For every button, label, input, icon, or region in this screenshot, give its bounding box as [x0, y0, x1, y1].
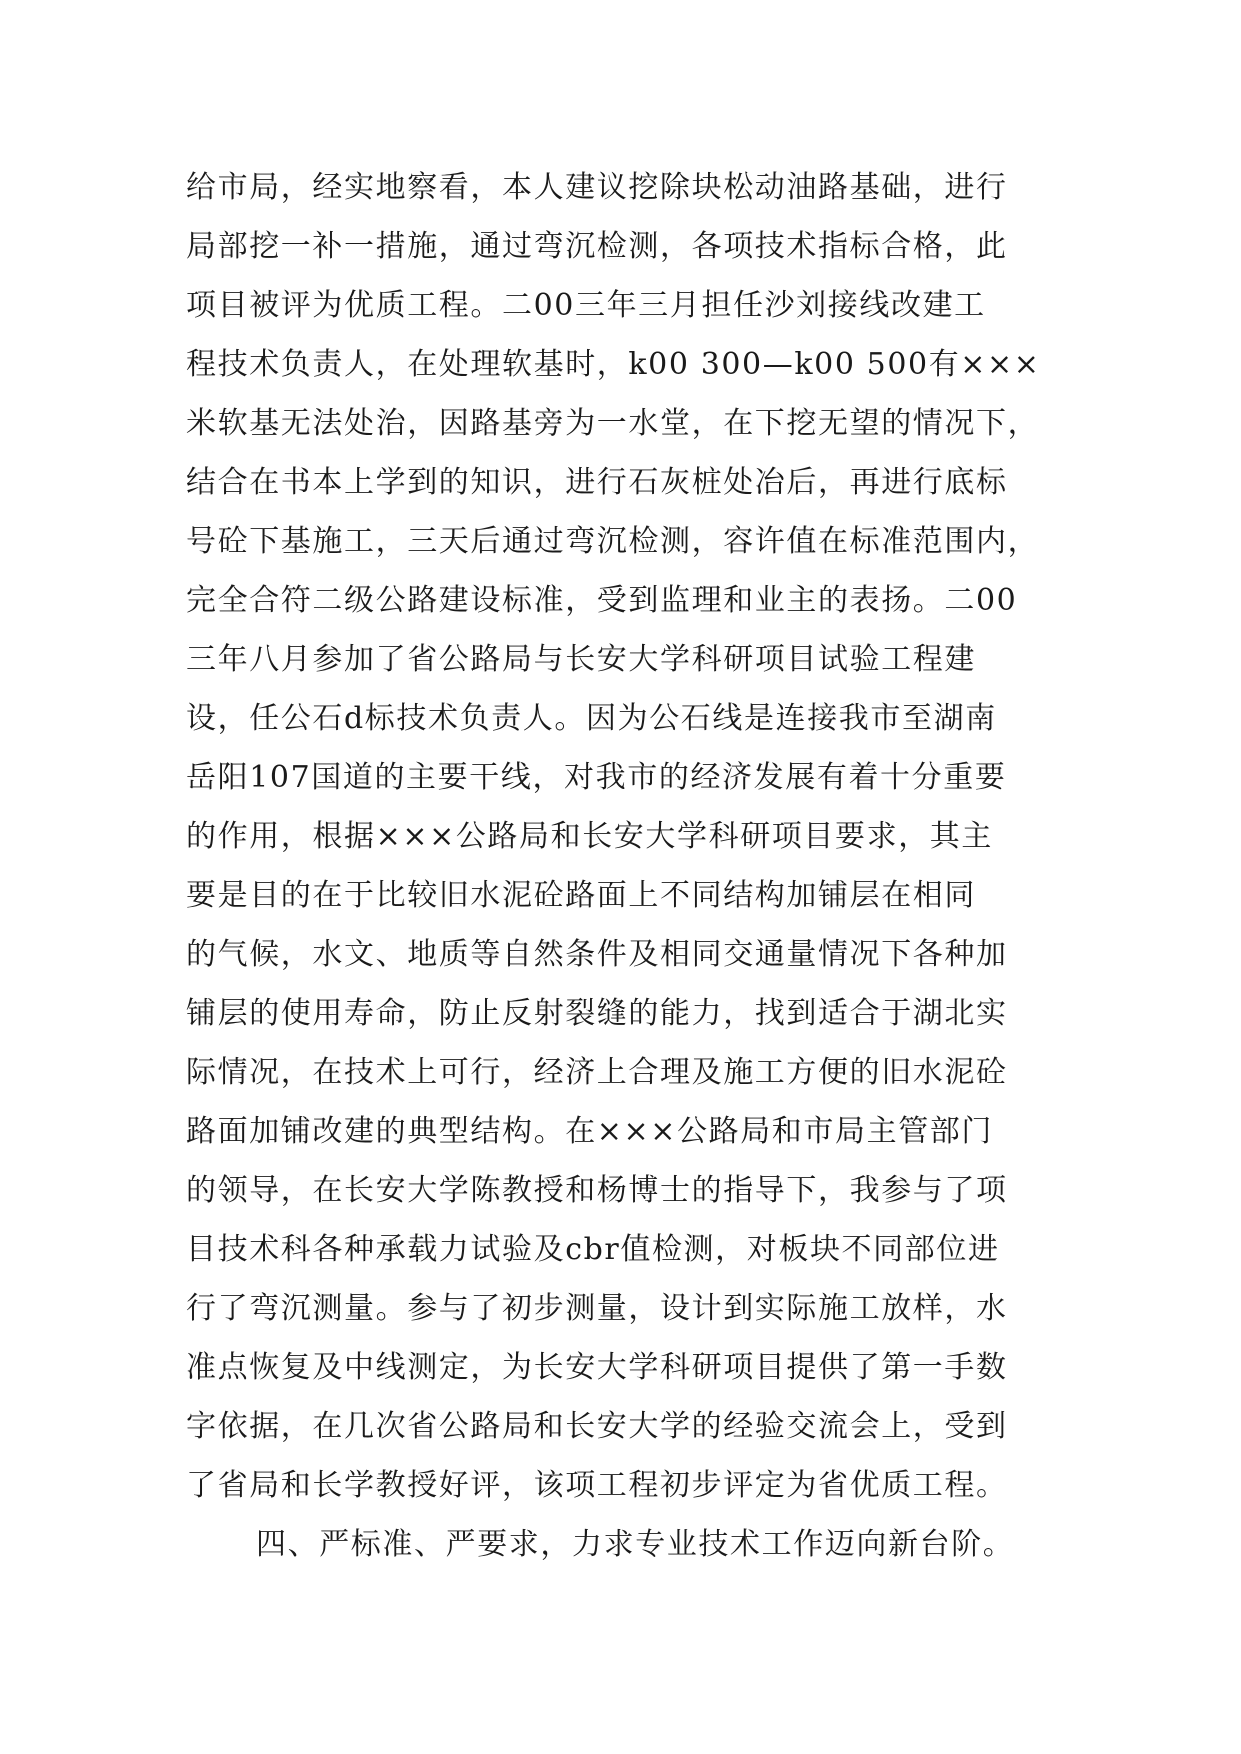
paragraph-line: 结合在书本上学到的知识，进行石灰桩处冶后，再进行底标 [186, 465, 1008, 500]
paragraph-line: 目技术科各种承载力试验及cbr值检测，对板块不同部位进 [186, 1232, 1000, 1267]
paragraph-line: 路面加铺改建的典型结构。在×××公路局和市局主管部门 [186, 1114, 994, 1149]
paragraph-line: 的气候，水文、地质等自然条件及相同交通量情况下各种加 [186, 937, 1008, 972]
paragraph-line: 岳阳107国道的主要干线，对我市的经济发展有着十分重要 [186, 760, 1007, 795]
paragraph-line: 际情况，在技术上可行，经济上合理及施工方便的旧水泥砼 [186, 1055, 1008, 1090]
paragraph-line: 的领导，在长安大学陈教授和杨博士的指导下，我参与了项 [186, 1173, 1008, 1208]
paragraph-line: 项目被评为优质工程。二00三年三月担任沙刘接线改建工 [186, 288, 986, 323]
paragraph-line: 的作用，根据×××公路局和长安大学科研项目要求，其主 [186, 819, 994, 854]
paragraph-line: 行了弯沉测量。参与了初步测量，设计到实际施工放样，水 [186, 1291, 1008, 1326]
paragraph-line: 了省局和长学教授好评，该项工程初步评定为省优质工程。 [186, 1468, 1008, 1503]
paragraph-line: 米软基无法处治，因路基旁为一水堂，在下挖无望的情况下， [186, 406, 1040, 441]
paragraph-line: 设，任公石d标技术负责人。因为公石线是连接我市至湖南 [186, 701, 997, 736]
paragraph-line: 局部挖一补一措施，通过弯沉检测，各项技术指标合格，此 [186, 229, 1008, 264]
paragraph-line: 字依据，在几次省公路局和长安大学的经验交流会上，受到 [186, 1409, 1008, 1444]
body-text [186, 158, 1086, 1574]
paragraph-line: 要是目的在于比较旧水泥砼路面上不同结构加铺层在相同 [186, 878, 976, 913]
paragraph-line: 铺层的使用寿命，防止反射裂缝的能力，找到适合于湖北实 [186, 996, 1008, 1031]
paragraph-line: 完全合符二级公路建设标准，受到监理和业主的表扬。二00 [186, 583, 1018, 618]
paragraph-line: 三年八月参加了省公路局与长安大学科研项目试验工程建 [186, 642, 976, 677]
section-heading: 四、严标准、严要求，力求专业技术工作迈向新台阶。 [256, 1527, 1015, 1562]
paragraph-line: 程技术负责人，在处理软基时，k00 300—k00 500有××× [186, 347, 1041, 382]
paragraph-line: 给市局，经实地察看，本人建议挖除块松动油路基础，进行 [186, 170, 1008, 205]
paragraph-line: 准点恢复及中线测定，为长安大学科研项目提供了第一手数 [186, 1350, 1008, 1385]
paragraph-line: 号砼下基施工，三天后通过弯沉检测，容许值在标准范围内， [186, 524, 1040, 559]
